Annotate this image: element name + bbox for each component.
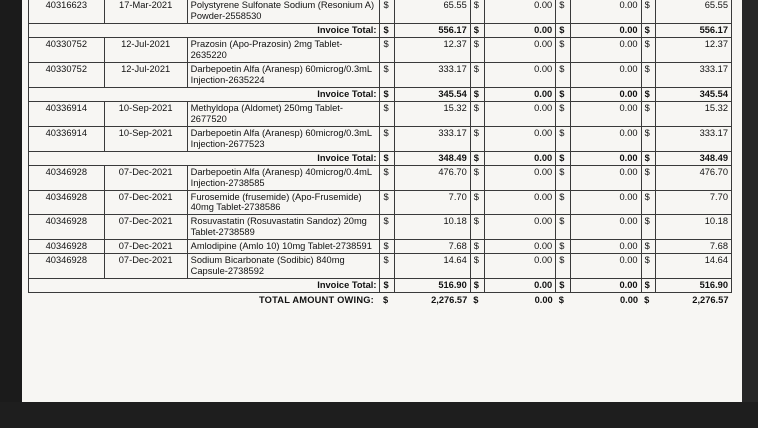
amount-current-cell: 333.17 xyxy=(395,126,471,151)
currency-symbol-1: $ xyxy=(380,101,395,126)
currency-symbol-3: $ xyxy=(556,165,571,190)
invoice-number-cell: 40346928 xyxy=(29,215,105,240)
invoice-total-30days: 0.00 xyxy=(485,87,556,101)
amount-current-cell: 7.68 xyxy=(395,240,471,254)
invoice-total-30days: 0.00 xyxy=(485,151,556,165)
invoice-total-amount: 345.54 xyxy=(656,87,732,101)
amount-current-cell: 12.37 xyxy=(395,37,471,62)
amount-current-cell: 10.18 xyxy=(395,215,471,240)
amount-current-cell: 65.55 xyxy=(395,0,471,23)
amount-total-cell: 7.70 xyxy=(656,190,732,215)
table-row xyxy=(29,0,732,23)
invoice-date-cell: 07-Dec-2021 xyxy=(104,215,187,240)
currency-symbol-4: $ xyxy=(641,215,656,240)
invoice-number-cell: 40316623 xyxy=(29,0,105,23)
currency-symbol-3: $ xyxy=(556,240,571,254)
currency-symbol-4: $ xyxy=(641,37,656,62)
table-row xyxy=(29,165,732,190)
amount-30days-cell: 0.00 xyxy=(485,165,556,190)
currency-symbol-1: $ xyxy=(380,151,395,165)
invoice-date-cell: 07-Dec-2021 xyxy=(104,240,187,254)
invoice-total-row xyxy=(29,23,732,37)
invoice-table-body xyxy=(29,0,732,307)
amount-current-cell: 333.17 xyxy=(395,62,471,87)
amount-current-cell: 14.64 xyxy=(395,254,471,279)
currency-symbol-1: $ xyxy=(380,215,395,240)
invoice-date-cell: 07-Dec-2021 xyxy=(104,254,187,279)
table-row xyxy=(29,190,732,215)
invoice-total-label: Invoice Total: xyxy=(29,87,380,101)
grand-total-current: 2,276.57 xyxy=(431,295,468,306)
invoice-number-cell: 40346928 xyxy=(29,165,105,190)
currency-symbol-4: $ xyxy=(641,240,656,254)
description-cell: Amlodipine (Amlo 10) 10mg Tablet-2738591 xyxy=(187,240,380,254)
invoice-total-current: 345.54 xyxy=(395,87,471,101)
currency-symbol-3: $ xyxy=(556,87,571,101)
currency-symbol-2: $ xyxy=(470,87,485,101)
amount-60days-cell: 0.00 xyxy=(570,254,641,279)
currency-symbol-2: $ xyxy=(470,37,485,62)
invoice-total-current: 556.17 xyxy=(395,23,471,37)
currency-symbol-1: $ xyxy=(380,37,395,62)
currency-symbol-4: $ xyxy=(641,151,656,165)
invoice-total-amount: 516.90 xyxy=(656,279,732,293)
currency-symbol-2: $ xyxy=(470,151,485,165)
scan-edge-left xyxy=(0,0,22,428)
invoice-number-cell: 40346928 xyxy=(29,240,105,254)
currency-symbol-2: $ xyxy=(470,215,485,240)
amount-total-cell: 14.64 xyxy=(656,254,732,279)
amount-60days-cell: 0.00 xyxy=(570,126,641,151)
invoice-date-cell: 07-Dec-2021 xyxy=(104,165,187,190)
table-row xyxy=(29,62,732,87)
currency-symbol-4: $ xyxy=(641,87,656,101)
invoice-number-cell: 40330752 xyxy=(29,62,105,87)
amount-60days-cell: 0.00 xyxy=(570,101,641,126)
currency-symbol-3: $ xyxy=(556,215,571,240)
description-cell: Darbepoetin Alfa (Aranesp) 60microg/0.3mL Injection-2635224 xyxy=(187,62,380,87)
amount-total-cell: 12.37 xyxy=(656,37,732,62)
amount-total-cell: 333.17 xyxy=(656,62,732,87)
invoice-date-cell: 07-Dec-2021 xyxy=(104,190,187,215)
invoice-total-60days: 0.00 xyxy=(570,151,641,165)
description-cell: Polystyrene Sulfonate Sodium (Resonium A) Powder-2558530 xyxy=(187,0,380,23)
scan-edge-bottom xyxy=(0,402,758,428)
invoice-total-60days: 0.00 xyxy=(570,279,641,293)
currency-symbol-2: $ xyxy=(470,165,485,190)
amount-30days-cell: 0.00 xyxy=(485,215,556,240)
invoice-date-cell: 12-Jul-2021 xyxy=(104,37,187,62)
currency-symbol-2: $ xyxy=(473,295,479,306)
amount-60days-cell: 0.00 xyxy=(570,215,641,240)
currency-symbol-1: $ xyxy=(380,62,395,87)
currency-symbol-4: $ xyxy=(641,165,656,190)
invoice-total-row xyxy=(29,87,732,101)
description-cell: Sodium Bicarbonate (Sodibic) 840mg Capsule-2738592 xyxy=(187,254,380,279)
amount-current-cell: 7.70 xyxy=(395,190,471,215)
amount-60days-cell: 0.00 xyxy=(570,240,641,254)
table-row xyxy=(29,126,732,151)
currency-symbol-2: $ xyxy=(470,0,485,23)
currency-symbol-4: $ xyxy=(641,190,656,215)
amount-total-cell: 10.18 xyxy=(656,215,732,240)
grand-total-label: TOTAL AMOUNT OWING: xyxy=(258,295,374,306)
invoice-date-cell: 10-Sep-2021 xyxy=(104,126,187,151)
invoice-date-cell: 17-Mar-2021 xyxy=(104,0,187,23)
description-cell: Prazosin (Apo-Prazosin) 2mg Tablet-2635220 xyxy=(187,37,380,62)
amount-60days-cell: 0.00 xyxy=(570,190,641,215)
invoice-total-amount: 348.49 xyxy=(656,151,732,165)
currency-symbol-1: $ xyxy=(380,87,395,101)
grand-total-amount: 2,276.57 xyxy=(692,295,729,306)
amount-30days-cell: 0.00 xyxy=(485,37,556,62)
invoice-total-row xyxy=(29,151,732,165)
currency-symbol-4: $ xyxy=(644,295,650,306)
table-row xyxy=(29,254,732,279)
table-row xyxy=(29,37,732,62)
invoice-total-30days: 0.00 xyxy=(485,23,556,37)
currency-symbol-3: $ xyxy=(556,101,571,126)
scan-edge-right xyxy=(742,0,758,428)
description-cell: Methyldopa (Aldomet) 250mg Tablet-2677520 xyxy=(187,101,380,126)
currency-symbol-1: $ xyxy=(380,279,395,293)
amount-30days-cell: 0.00 xyxy=(485,254,556,279)
currency-symbol-2: $ xyxy=(470,62,485,87)
invoice-total-30days: 0.00 xyxy=(485,279,556,293)
amount-60days-cell: 0.00 xyxy=(570,0,641,23)
description-cell: Darbepoetin Alfa (Aranesp) 60microg/0.3mL Injection-2677523 xyxy=(187,126,380,151)
currency-symbol-2: $ xyxy=(470,101,485,126)
amount-current-cell: 15.32 xyxy=(395,101,471,126)
amount-60days-cell: 0.00 xyxy=(570,62,641,87)
currency-symbol-4: $ xyxy=(641,23,656,37)
currency-symbol-3: $ xyxy=(556,0,571,23)
invoice-total-current: 516.90 xyxy=(395,279,471,293)
invoice-number-cell: 40336914 xyxy=(29,126,105,151)
grand-total-30days: 0.00 xyxy=(534,295,553,306)
invoice-number-cell: 40336914 xyxy=(29,101,105,126)
currency-symbol-1: $ xyxy=(382,295,389,306)
amount-30days-cell: 0.00 xyxy=(485,0,556,23)
currency-symbol-1: $ xyxy=(380,126,395,151)
currency-symbol-1: $ xyxy=(380,240,395,254)
currency-symbol-4: $ xyxy=(641,126,656,151)
amount-total-cell: 333.17 xyxy=(656,126,732,151)
currency-symbol-4: $ xyxy=(641,254,656,279)
description-cell: Furosemide (frusemide) (Apo-Frusemide) 40mg Tablet-2738586 xyxy=(187,190,380,215)
currency-symbol-1: $ xyxy=(380,0,395,23)
currency-symbol-4: $ xyxy=(641,101,656,126)
invoice-total-label: Invoice Total: xyxy=(29,279,380,293)
currency-symbol-3: $ xyxy=(558,295,564,306)
currency-symbol-3: $ xyxy=(556,23,571,37)
grand-total-60days: 0.00 xyxy=(620,295,639,306)
invoice-date-cell: 10-Sep-2021 xyxy=(104,101,187,126)
invoice-number-cell: 40346928 xyxy=(29,190,105,215)
currency-symbol-2: $ xyxy=(470,254,485,279)
amount-60days-cell: 0.00 xyxy=(570,165,641,190)
currency-symbol-4: $ xyxy=(641,0,656,23)
amount-total-cell: 7.68 xyxy=(656,240,732,254)
description-cell: Rosuvastatin (Rosuvastatin Sandoz) 20mg Tablet-2738589 xyxy=(187,215,380,240)
invoice-statement-table xyxy=(28,0,732,307)
table-row xyxy=(29,240,732,254)
amount-30days-cell: 0.00 xyxy=(485,62,556,87)
currency-symbol-3: $ xyxy=(556,37,571,62)
invoice-total-60days: 0.00 xyxy=(570,87,641,101)
invoice-total-60days: 0.00 xyxy=(570,23,641,37)
invoice-total-label: Invoice Total: xyxy=(29,151,380,165)
invoice-total-row xyxy=(29,279,732,293)
amount-30days-cell: 0.00 xyxy=(485,126,556,151)
currency-symbol-4: $ xyxy=(641,62,656,87)
currency-symbol-2: $ xyxy=(470,279,485,293)
currency-symbol-3: $ xyxy=(556,151,571,165)
description-cell: Darbepoetin Alfa (Aranesp) 40microg/0.4mL Injection-2738585 xyxy=(187,165,380,190)
currency-symbol-2: $ xyxy=(470,126,485,151)
amount-30days-cell: 0.00 xyxy=(485,240,556,254)
amount-total-cell: 476.70 xyxy=(656,165,732,190)
table-row xyxy=(29,101,732,126)
invoice-total-current: 348.49 xyxy=(395,151,471,165)
currency-symbol-4: $ xyxy=(641,279,656,293)
currency-symbol-1: $ xyxy=(380,254,395,279)
currency-symbol-1: $ xyxy=(380,190,395,215)
currency-symbol-3: $ xyxy=(556,126,571,151)
invoice-total-amount: 556.17 xyxy=(656,23,732,37)
table-row xyxy=(29,215,732,240)
currency-symbol-1: $ xyxy=(380,165,395,190)
currency-symbol-2: $ xyxy=(470,23,485,37)
invoice-total-label: Invoice Total: xyxy=(29,23,380,37)
grand-total-row xyxy=(29,293,732,307)
amount-total-cell: 15.32 xyxy=(656,101,732,126)
invoice-number-cell: 40346928 xyxy=(29,254,105,279)
currency-symbol-2: $ xyxy=(470,190,485,215)
currency-symbol-3: $ xyxy=(556,254,571,279)
invoice-date-cell: 12-Jul-2021 xyxy=(104,62,187,87)
amount-30days-cell: 0.00 xyxy=(485,190,556,215)
amount-60days-cell: 0.00 xyxy=(570,37,641,62)
currency-symbol-3: $ xyxy=(556,279,571,293)
amount-current-cell: 476.70 xyxy=(395,165,471,190)
amount-total-cell: 65.55 xyxy=(656,0,732,23)
currency-symbol-3: $ xyxy=(556,190,571,215)
invoice-number-cell: 40330752 xyxy=(29,37,105,62)
currency-symbol-3: $ xyxy=(556,62,571,87)
currency-symbol-1: $ xyxy=(380,23,395,37)
currency-symbol-2: $ xyxy=(470,240,485,254)
amount-30days-cell: 0.00 xyxy=(485,101,556,126)
